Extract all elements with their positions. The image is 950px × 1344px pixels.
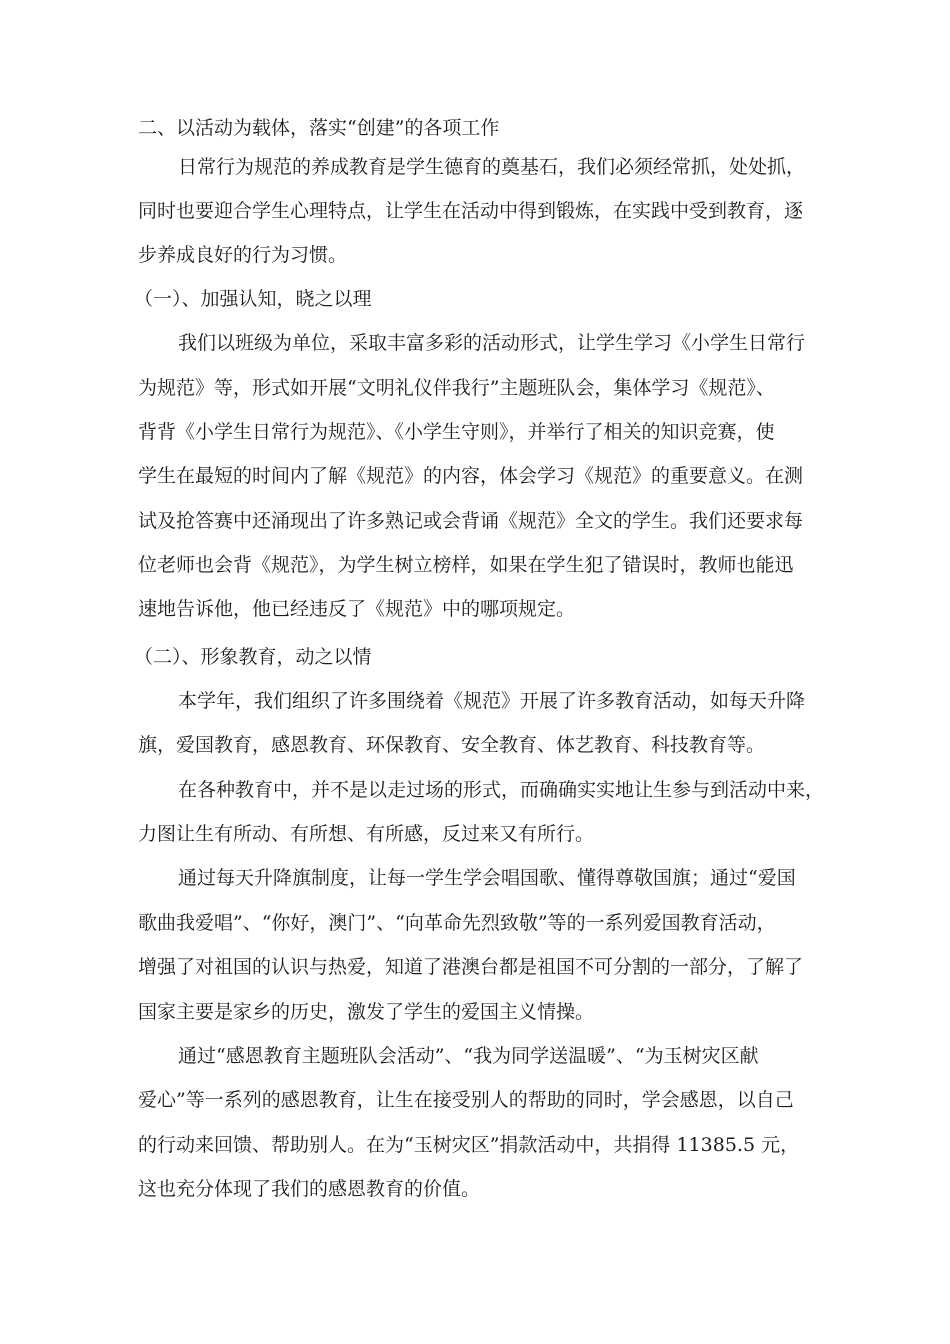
- paragraph-line: 日常行为规范的养成教育是学生德育的奠基石，我们必须经常抓，处处抓，: [178, 156, 806, 178]
- paragraph-line: 位老师也会背《规范》，为学生树立榜样，如果在学生犯了错误时，教师也能迅: [138, 554, 794, 576]
- paragraph-line: 背背《小学生日常行为规范》、《小学生守则》，并举行了相关的知识竞赛，使: [138, 421, 775, 443]
- paragraph-line: 的行动来回馈、帮助别人。在为“玉树灾区”捐款活动中，共捐得 11385.5 元，: [138, 1134, 800, 1156]
- paragraph-line: 增强了对祖国的认识与热爱，知道了港澳台都是祖国不可分割的一部分，了解了: [138, 956, 804, 978]
- subsection-heading: （一）、加强认知，晓之以理: [134, 288, 372, 310]
- paragraph-line: 通过“感恩教育主题班队会活动”、“我为同学送温暖”、“为玉树灾区献: [178, 1045, 759, 1067]
- paragraph-line: 通过每天升降旗制度，让每一学生学会唱国歌、懂得尊敬国旗；通过“爱国: [178, 867, 796, 889]
- paragraph-line: 这也充分体现了我们的感恩教育的价值。: [138, 1178, 481, 1200]
- paragraph-line: 在各种教育中，并不是以走过场的形式，而确确实实地让生参与到活动中来，: [178, 779, 825, 801]
- paragraph-line: 国家主要是家乡的历史，激发了学生的爱国主义情操。: [138, 1001, 595, 1023]
- paragraph-line: 速地告诉他，他已经违反了《规范》中的哪项规定。: [138, 598, 576, 620]
- paragraph-line: 本学年，我们组织了许多围绕着《规范》开展了许多教育活动，如每天升降: [178, 690, 806, 712]
- paragraph-line: 爱心”等一系列的感恩教育，让生在接受别人的帮助的同时，学会感恩，以自己: [138, 1089, 794, 1111]
- paragraph-line: 学生在最短的时间内了解《规范》的内容，体会学习《规范》的重要意义。在测: [138, 465, 804, 487]
- paragraph-line: 同时也要迎合学生心理特点，让学生在活动中得到锻炼，在实践中受到教育，逐: [138, 200, 804, 222]
- paragraph-line: 力图让生有所动、有所想、有所感，反过来又有所行。: [138, 823, 595, 845]
- paragraph-line: 我们以班级为单位，采取丰富多彩的活动形式，让学生学习《小学生日常行: [178, 332, 806, 354]
- paragraph-line: 旗，爱国教育，感恩教育、环保教育、安全教育、体艺教育、科技教育等。: [138, 734, 766, 756]
- paragraph-line: 步养成良好的行为习惯。: [138, 244, 348, 266]
- subsection-heading: （二）、形象教育，动之以情: [134, 646, 372, 668]
- paragraph-line: 歌曲我爱唱”、“你好，澳门”、“向革命先烈致敬”等的一系列爱国教育活动，: [138, 912, 776, 934]
- section-heading: 二、以活动为载体，落实“创建”的各项工作: [138, 117, 500, 139]
- paragraph-line: 试及抢答赛中还涌现出了许多熟记或会背诵《规范》全文的学生。我们还要求每: [138, 510, 804, 532]
- paragraph-line: 为规范》等，形式如开展“文明礼仪伴我行”主题班队会，集体学习《规范》、: [138, 377, 775, 399]
